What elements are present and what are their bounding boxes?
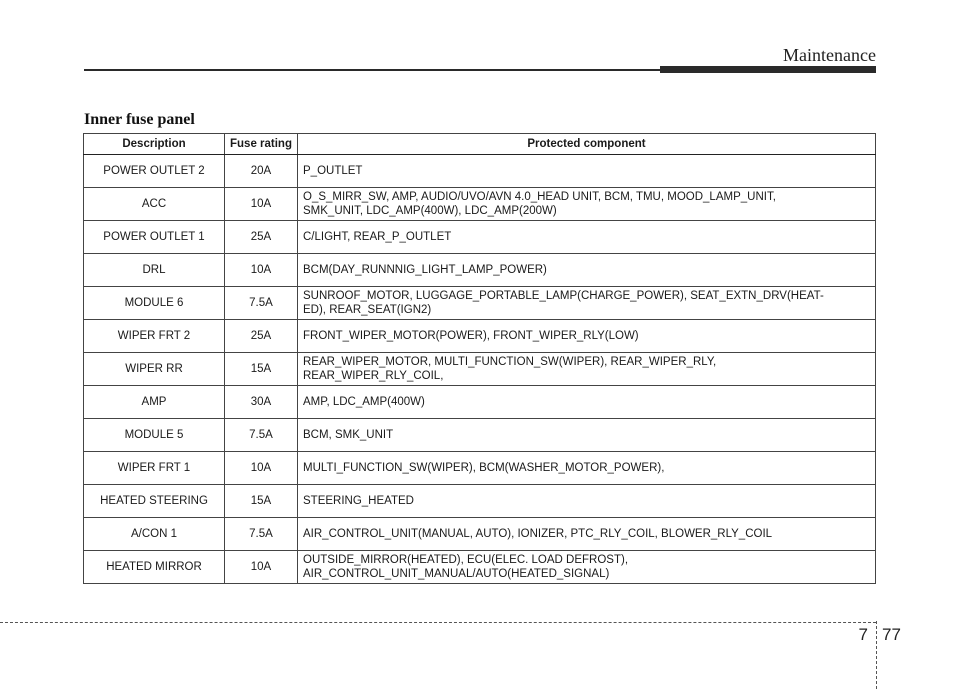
cell-protected-component: O_S_MIRR_SW, AMP, AUDIO/UVO/AVN 4.0_HEAD UNIT, BCM, TMU, MOOD_LAMP_UNIT, SMK_UNIT, LDC_AMP(400W), LDC_AMP(200W) <box>298 188 876 221</box>
cell-fuse-rating: 10A <box>225 188 298 221</box>
cell-description: HEATED STEERING <box>84 485 225 518</box>
table-row <box>84 287 876 320</box>
cell-protected-component: FRONT_WIPER_MOTOR(POWER), FRONT_WIPER_RLY(LOW) <box>298 320 876 353</box>
cell-protected-component: OUTSIDE_MIRROR(HEATED), ECU(ELEC. LOAD DEFROST), AIR_CONTROL_UNIT_MANUAL/AUTO(HEATED_SIGNAL) <box>298 551 876 584</box>
table-row <box>84 518 876 551</box>
table-row <box>84 485 876 518</box>
header-rule-thick <box>660 66 876 73</box>
table-row <box>84 320 876 353</box>
table-header-row <box>84 134 876 155</box>
cell-protected-component: P_OUTLET <box>298 155 876 188</box>
cell-description: DRL <box>84 254 225 287</box>
cell-description: WIPER RR <box>84 353 225 386</box>
cell-description: AMP <box>84 386 225 419</box>
cell-description: MODULE 6 <box>84 287 225 320</box>
cell-fuse-rating: 7.5A <box>225 287 298 320</box>
table-row <box>84 221 876 254</box>
table-row <box>84 452 876 485</box>
cell-protected-component: AIR_CONTROL_UNIT(MANUAL, AUTO), IONIZER, PTC_RLY_COIL, BLOWER_RLY_COIL <box>298 518 876 551</box>
table-row <box>84 188 876 221</box>
table-row <box>84 386 876 419</box>
cell-protected-component: AMP, LDC_AMP(400W) <box>298 386 876 419</box>
fuse-table-body <box>84 155 876 584</box>
cell-fuse-rating: 25A <box>225 320 298 353</box>
cell-fuse-rating: 10A <box>225 254 298 287</box>
cell-fuse-rating: 15A <box>225 485 298 518</box>
chapter-number: 7 <box>858 625 868 644</box>
table-row <box>84 155 876 188</box>
header-rule-thin <box>84 69 660 71</box>
cell-fuse-rating: 7.5A <box>225 518 298 551</box>
cell-description: A/CON 1 <box>84 518 225 551</box>
table-row <box>84 353 876 386</box>
cell-protected-component: C/LIGHT, REAR_P_OUTLET <box>298 221 876 254</box>
cell-description: POWER OUTLET 2 <box>84 155 225 188</box>
cell-description: MODULE 5 <box>84 419 225 452</box>
cell-fuse-rating: 20A <box>225 155 298 188</box>
cell-description: WIPER FRT 1 <box>84 452 225 485</box>
column-header-fuse-rating: Fuse rating <box>225 134 298 155</box>
cell-fuse-rating: 30A <box>225 386 298 419</box>
cell-protected-component: MULTI_FUNCTION_SW(WIPER), BCM(WASHER_MOTOR_POWER), <box>298 452 876 485</box>
column-header-description: Description <box>84 134 225 155</box>
fuse-table <box>83 133 876 584</box>
footer-dashed-divider <box>876 621 877 689</box>
cell-fuse-rating: 7.5A <box>225 419 298 452</box>
cell-protected-component: BCM(DAY_RUNNNIG_LIGHT_LAMP_POWER) <box>298 254 876 287</box>
table-row <box>84 419 876 452</box>
section-header: Maintenance <box>783 45 876 65</box>
cell-fuse-rating: 10A <box>225 551 298 584</box>
cell-fuse-rating: 25A <box>225 221 298 254</box>
cell-protected-component: REAR_WIPER_MOTOR, MULTI_FUNCTION_SW(WIPER), REAR_WIPER_RLY, REAR_WIPER_RLY_COIL, <box>298 353 876 386</box>
page-number: 77 <box>882 625 901 644</box>
footer-dashed-rule <box>0 622 876 623</box>
cell-description: ACC <box>84 188 225 221</box>
table-row <box>84 551 876 584</box>
cell-fuse-rating: 15A <box>225 353 298 386</box>
table-row <box>84 254 876 287</box>
cell-fuse-rating: 10A <box>225 452 298 485</box>
cell-description: WIPER FRT 2 <box>84 320 225 353</box>
cell-description: HEATED MIRROR <box>84 551 225 584</box>
section-title: Inner fuse panel <box>84 111 195 128</box>
cell-protected-component: BCM, SMK_UNIT <box>298 419 876 452</box>
cell-protected-component: SUNROOF_MOTOR, LUGGAGE_PORTABLE_LAMP(CHARGE_POWER), SEAT_EXTN_DRV(HEAT- ED), REAR_SEAT(IGN2) <box>298 287 876 320</box>
cell-description: POWER OUTLET 1 <box>84 221 225 254</box>
cell-protected-component: STEERING_HEATED <box>298 485 876 518</box>
column-header-protected-component: Protected component <box>298 134 876 155</box>
